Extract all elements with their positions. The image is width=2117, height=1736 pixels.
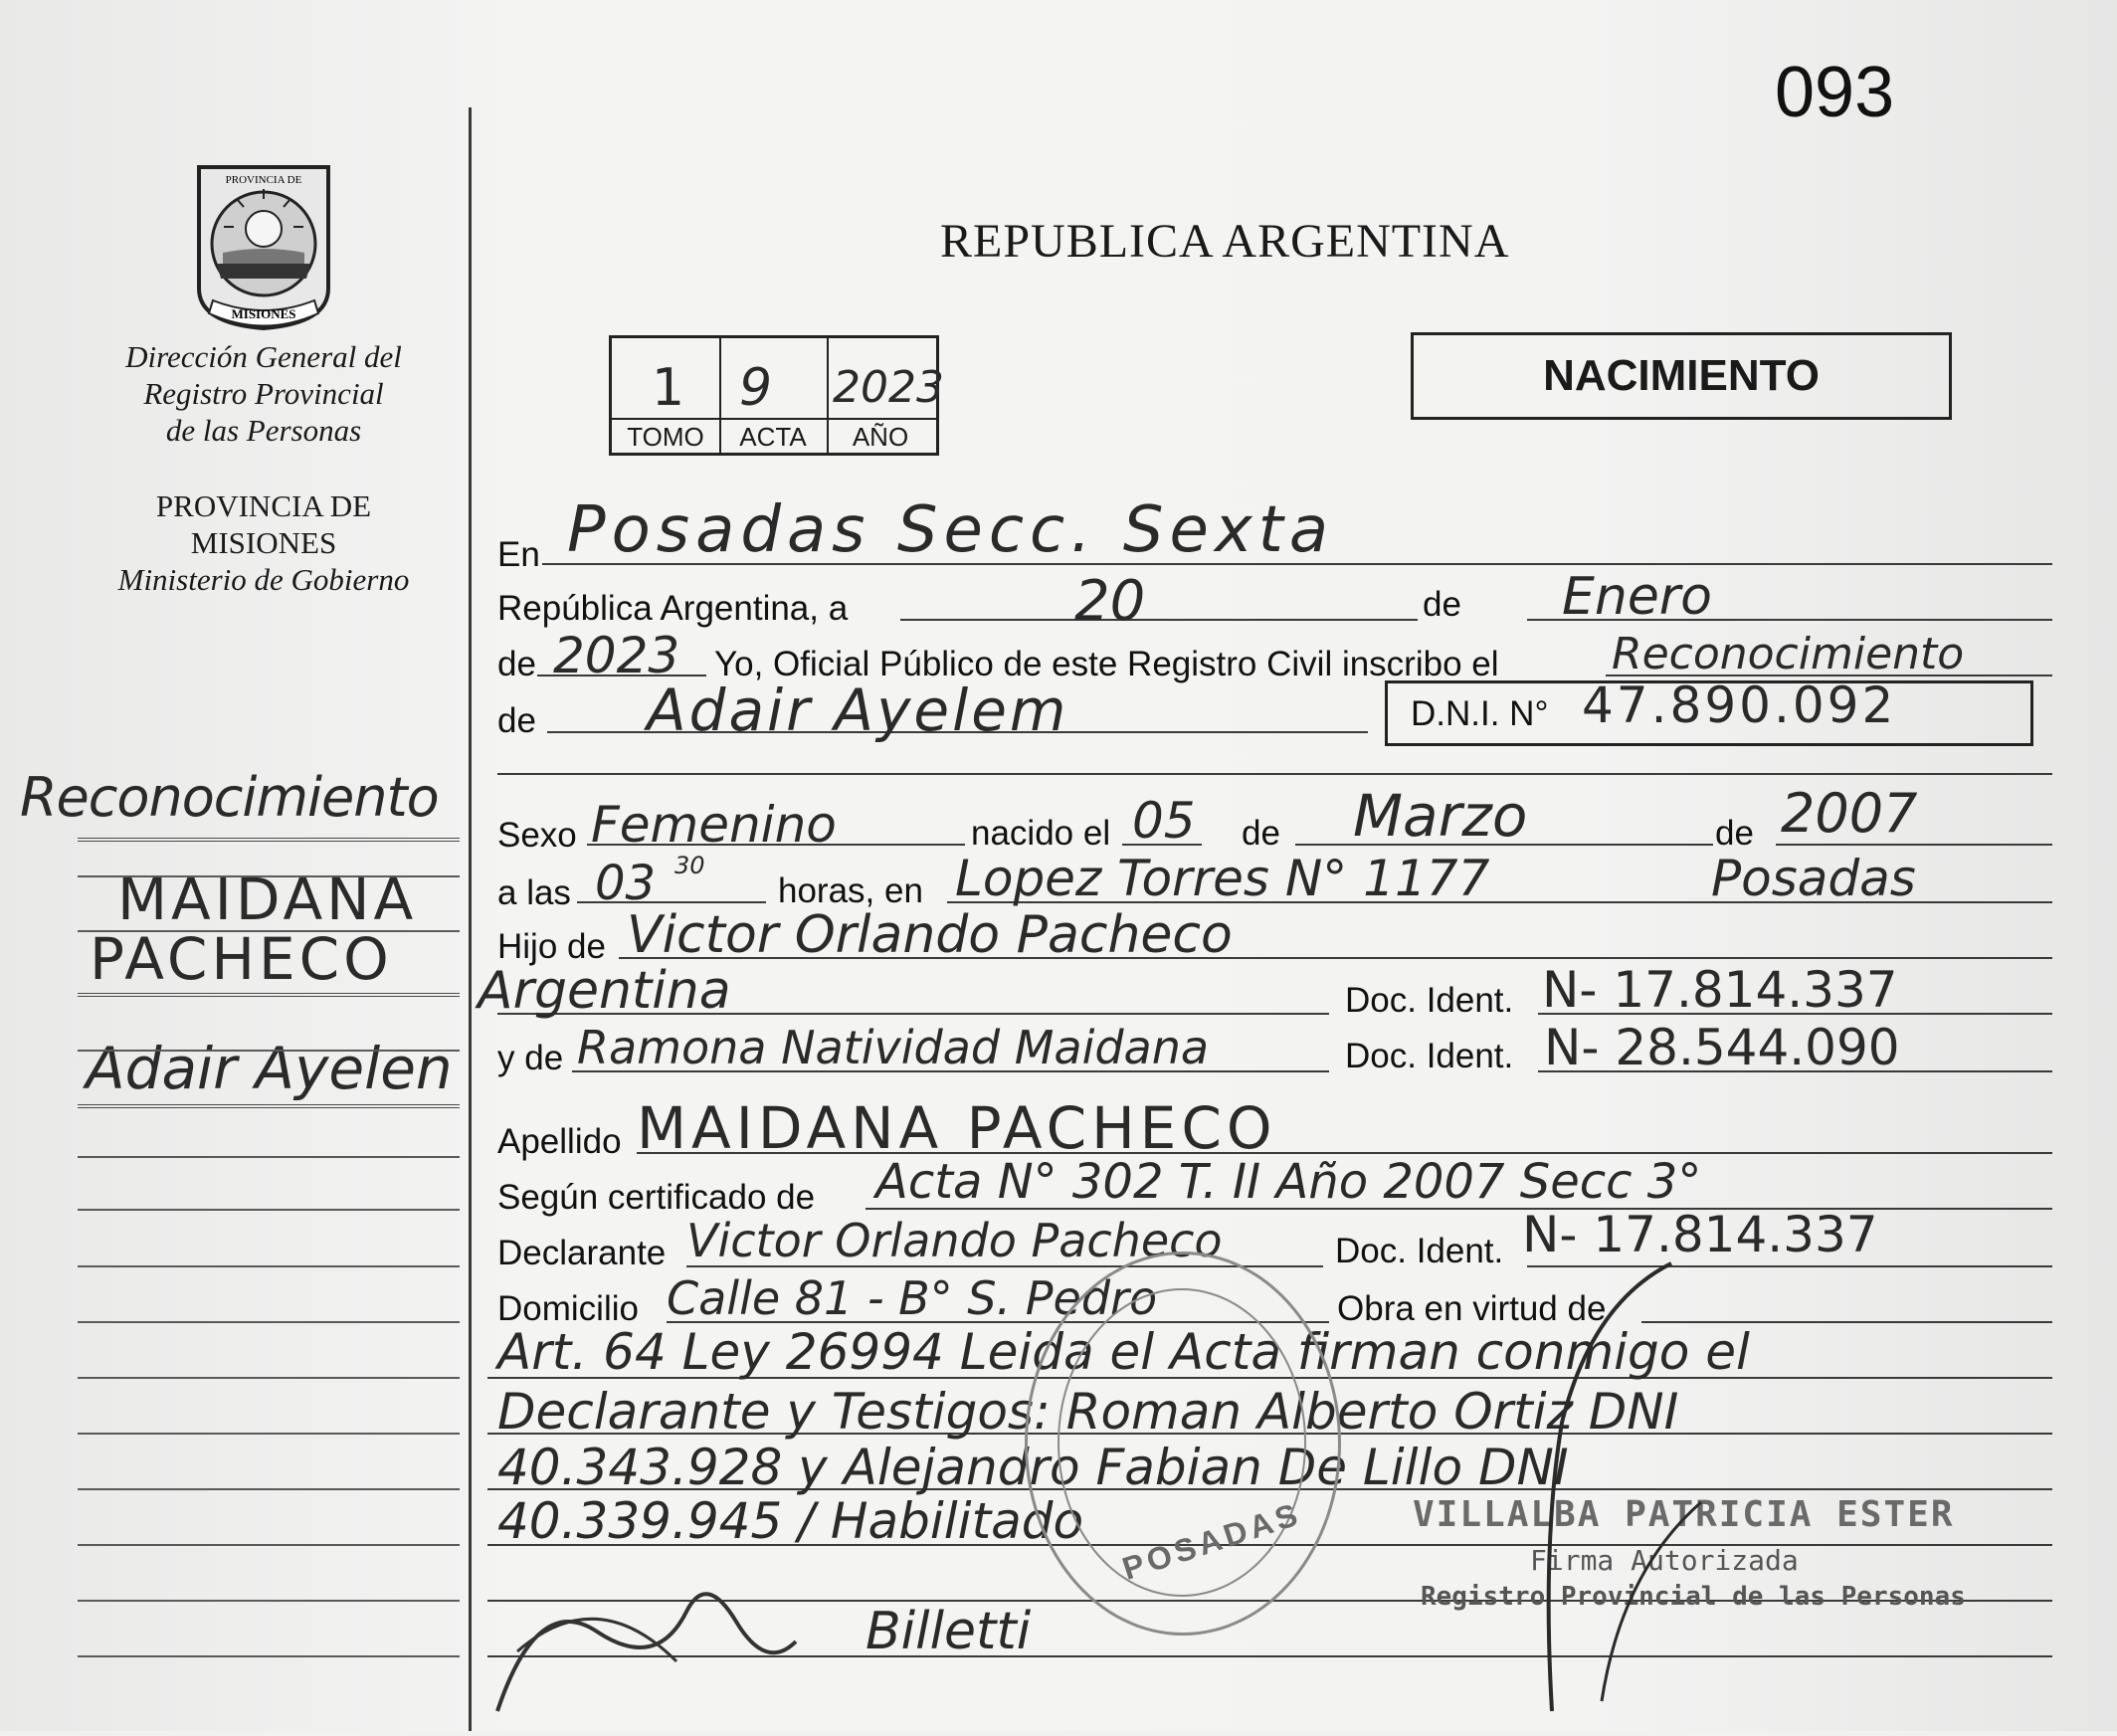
- value-birth-month: Marzo: [1353, 782, 1528, 850]
- value-dni: 47.890.092: [1582, 676, 1897, 734]
- value-address: Calle 81 - B° S. Pedro: [667, 1271, 1158, 1325]
- margin-note-title: Reconocimiento: [20, 766, 439, 829]
- province-seal: [179, 149, 348, 333]
- official-office-stamp: Registro Provincial de las Personas: [1421, 1582, 1966, 1612]
- label-declarante: Declarante: [497, 1234, 667, 1272]
- margin-rule: [78, 1209, 460, 1211]
- register-label-row-line: [612, 418, 936, 420]
- value-note-line-4: 40.339.945 / Habilitado: [497, 1492, 1084, 1550]
- svg-text:MISIONES: MISIONES: [231, 306, 296, 321]
- margin-note-given-names: Adair Ayelen: [86, 1035, 453, 1102]
- label-apellido: Apellido: [497, 1122, 622, 1161]
- label-doc-ident-2: Doc. Ident.: [1345, 1037, 1514, 1075]
- value-note-line-3: 40.343.928 y Alejandro Fabian De Lillo DNI: [497, 1439, 1569, 1496]
- official-role-stamp: Firma Autorizada: [1530, 1544, 1799, 1577]
- country-title: REPUBLICA ARGENTINA: [940, 215, 1510, 268]
- value-certificate: Acta N° 302 T. II Año 2007 Secc 3°: [875, 1154, 1702, 1210]
- province-line-1: PROVINCIA DE: [155, 488, 372, 523]
- label-domicilio: Domicilio: [497, 1289, 639, 1328]
- value-month: Enero: [1562, 567, 1712, 627]
- register-tomo-label: TOMO: [627, 422, 704, 452]
- value-year: 2023: [553, 627, 680, 684]
- margin-rule: [78, 875, 460, 877]
- label-de-month: de: [1423, 585, 1461, 624]
- label-segun: Según certificado de: [497, 1178, 816, 1217]
- register-acta-value: 9: [739, 358, 773, 418]
- label-de-birth-month: de: [1242, 814, 1280, 853]
- label-republica: República Argentina, a: [497, 589, 849, 628]
- margin-note-surname-2: PACHECO: [90, 925, 393, 993]
- record-type-box: [1411, 332, 1952, 420]
- official-signature-line: [1482, 1244, 1801, 1721]
- directorate-line-1: Dirección General del: [125, 339, 402, 374]
- value-sex: Femenino: [591, 796, 837, 854]
- value-birth-place: Lopez Torres N° 1177: [955, 850, 1490, 907]
- margin-rule: [78, 993, 460, 997]
- record-type-label: NACIMIENTO: [1543, 351, 1820, 400]
- field-separator: [497, 773, 2052, 775]
- margin-rule: [78, 1488, 460, 1490]
- value-declarant: Victor Orlando Pacheco: [686, 1214, 1223, 1267]
- label-nacido-el: nacido el: [971, 814, 1111, 853]
- margin-rule: [78, 1104, 460, 1108]
- value-father-doc: N- 17.814.337: [1542, 961, 1898, 1019]
- margin-rule: [78, 1377, 460, 1379]
- register-anio-label: AÑO: [852, 422, 909, 452]
- margin-rule: [78, 1156, 460, 1158]
- margin-rule: [78, 930, 460, 932]
- label-doc-ident-3: Doc. Ident.: [1335, 1232, 1504, 1270]
- value-birth-minutes: 30: [674, 852, 705, 879]
- margin-rule: [78, 1544, 460, 1546]
- register-anio-value: 2023: [833, 362, 944, 413]
- label-hijo-de: Hijo de: [497, 927, 606, 966]
- directorate-line-2: Registro Provincial: [143, 376, 384, 411]
- value-father: Victor Orlando Pacheco: [627, 905, 1233, 965]
- official-signature-scribble: [478, 1552, 806, 1731]
- label-horas-en: horas, en: [778, 871, 923, 910]
- round-seal: [1025, 1252, 1341, 1636]
- label-dni: D.N.I. N°: [1411, 694, 1549, 733]
- directorate-line-3: de las Personas: [165, 413, 362, 448]
- value-birth-city: Posadas: [1711, 850, 1916, 907]
- value-birth-year: 2007: [1781, 782, 1918, 845]
- value-declarant-doc: N- 17.814.337: [1522, 1206, 1878, 1263]
- round-seal-text: POSADAS: [1117, 1495, 1306, 1587]
- margin-rule: [78, 1600, 460, 1602]
- label-de-year: de: [497, 645, 536, 683]
- label-sexo: Sexo: [497, 816, 577, 855]
- label-a-las: a las: [497, 873, 571, 912]
- official-name-stamp: VILLALBA PATRICIA ESTER: [1413, 1494, 1955, 1535]
- margin-rule: [78, 1265, 460, 1267]
- label-yo-oficial: Yo, Oficial Público de este Registro Civil inscribo el: [714, 645, 1499, 683]
- value-father-nationality: Argentina: [478, 961, 731, 1021]
- margin-rule: [78, 1321, 460, 1323]
- value-note-line-1: Art. 64 Ley 26994 Leida el Acta firman conmigo el: [497, 1323, 1750, 1381]
- value-birth-day: 05: [1132, 792, 1196, 850]
- field-line-date: [900, 619, 1418, 621]
- label-obra: Obra en virtud de: [1337, 1289, 1607, 1328]
- label-en: En: [497, 535, 540, 574]
- value-note-line-2: Declarante y Testigos: Roman Alberto Ortiz DNI: [497, 1383, 1679, 1441]
- ministry-line: Ministerio de Gobierno: [117, 562, 410, 597]
- margin-rule: [78, 838, 460, 842]
- label-de-birth-year: de: [1715, 814, 1754, 853]
- value-name: Adair Ayelem: [647, 676, 1069, 744]
- value-act-type: Reconocimiento: [1612, 629, 1965, 679]
- register-box: [609, 335, 944, 456]
- label-de-name: de: [497, 701, 536, 740]
- directorate-text: [80, 338, 448, 449]
- margin-note-surname-1: MAIDANA: [117, 866, 418, 933]
- value-mother: Ramona Natividad Maidana: [577, 1021, 1210, 1074]
- page-number: 093: [1775, 53, 1895, 132]
- register-tomo-value: 1: [652, 358, 685, 418]
- signature: Billetti: [866, 1602, 1032, 1661]
- label-doc-ident-1: Doc. Ident.: [1345, 981, 1514, 1020]
- value-day: 20: [1074, 569, 1146, 634]
- value-mother-doc: N- 28.544.090: [1544, 1019, 1900, 1076]
- margin-rule: [78, 1050, 460, 1052]
- value-birth-hour: 03: [595, 856, 657, 911]
- register-acta-label: ACTA: [739, 422, 807, 452]
- column-divider: [469, 107, 472, 1731]
- value-surname: MAIDANA PACHECO: [637, 1094, 1277, 1162]
- svg-text:PROVINCIA DE: PROVINCIA DE: [225, 174, 302, 186]
- province-line-2: MISIONES: [190, 525, 337, 560]
- province-text: [80, 487, 448, 598]
- margin-rule: [78, 1433, 460, 1435]
- value-place: Posadas Secc. Sexta: [567, 493, 1335, 567]
- margin-rule: [78, 1655, 460, 1657]
- label-y-de: y de: [497, 1039, 564, 1077]
